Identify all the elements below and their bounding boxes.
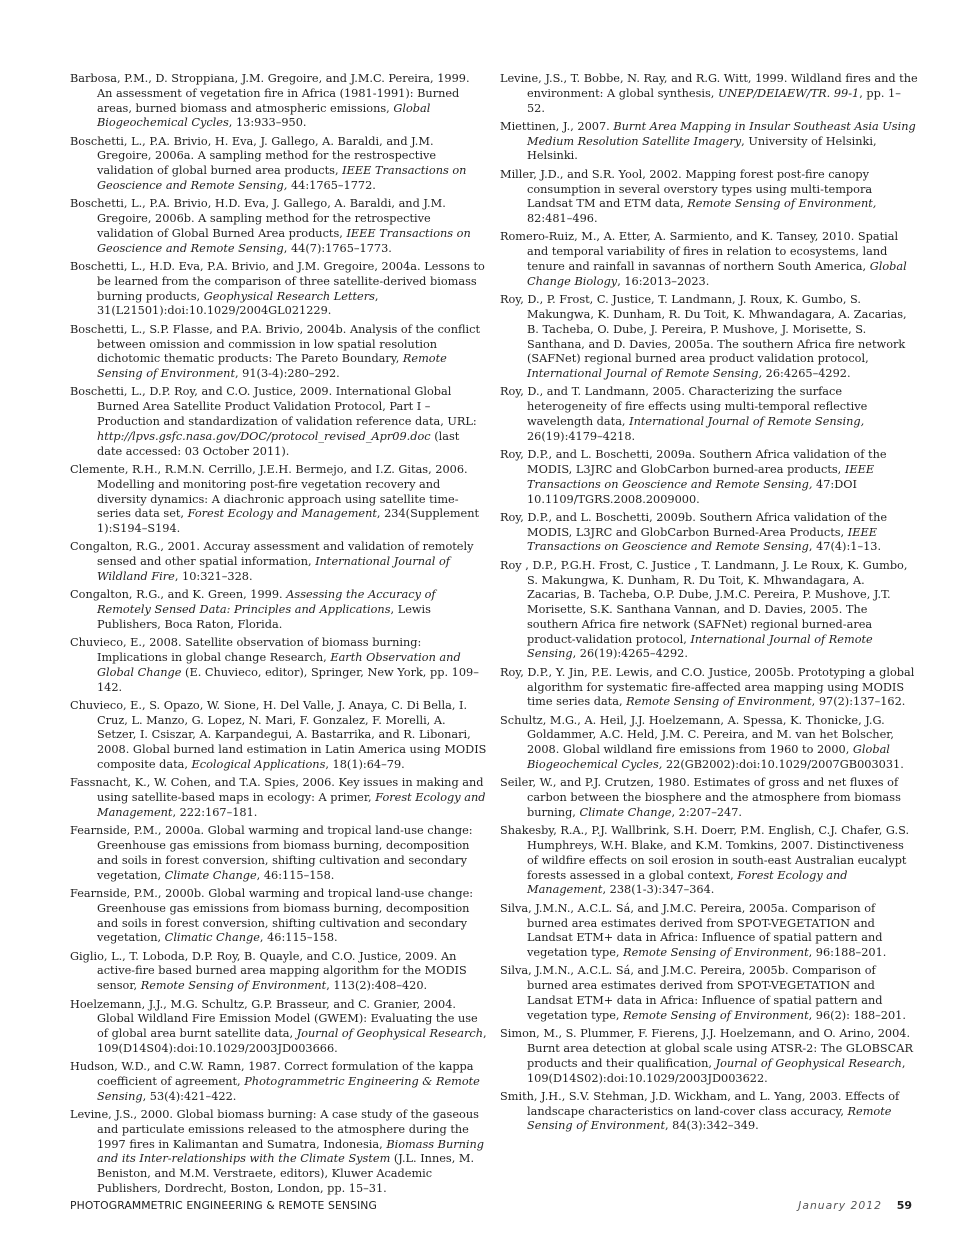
reference-text: , 26(19):4265–4292. bbox=[572, 647, 688, 661]
reference-text: Fearnside, P.M., 2000a. Global warming and tropical land-use change: Greenhouse gas emissions from biomass burning, decomposition and soils in forest conversion, shifting cultivation and secondary vegetation, bbox=[70, 824, 473, 882]
reference-text: , 238(1-3):347–364. bbox=[602, 883, 715, 897]
reference-source: Climate Change bbox=[164, 868, 257, 882]
reference-entry bbox=[70, 72, 488, 131]
reference-text: Boschetti, L., H.D. Eva, P.A. Brivio, and J.M. Gregoire, 2004a. Lessons to be learned from the comparison of three satellite-derived biomass burning products, bbox=[70, 260, 485, 303]
reference-text: , 46:115–158. bbox=[256, 868, 335, 882]
reference-text: , 96:188–201. bbox=[808, 946, 887, 960]
reference-entry bbox=[500, 714, 918, 773]
reference-source: International Journal of Remote Sensing, bbox=[527, 367, 763, 381]
reference-source: International Journal of Wildland Fire bbox=[97, 555, 450, 583]
reference-source: International Journal of Remote Sensing, bbox=[629, 415, 865, 429]
reference-text: Miettinen, J., 2007. bbox=[500, 119, 614, 133]
reference-entry bbox=[500, 168, 918, 227]
reference-text: , 96(2): 188–201. bbox=[808, 1008, 906, 1022]
reference-text: Boschetti, L., D.P. Roy, and C.O. Justice, 2009. International Global Burned Area Satellite Product Validation Protocol, Part I – Production and standardization of validation reference data, URL: bbox=[70, 385, 477, 429]
reference-entry bbox=[70, 1108, 488, 1197]
reference-text: Hoelzemann, J.J., M.G. Schultz, G.P. Brasseur, and C. Granier, 2004. Global Wildland Fire Emission Model (GWEM): Evaluating the use of global area burnt satellite data, bbox=[70, 997, 478, 1041]
reference-text: (E. Chuvieco, editor), Springer, New York, pp. 109–142. bbox=[97, 665, 479, 694]
reference-text: , 10:321–328. bbox=[174, 570, 253, 583]
reference-text: , 109(D14S02):doi:10.1029/2003JD003622. bbox=[527, 1056, 906, 1085]
reference-entry bbox=[70, 463, 488, 537]
reference-text: Silva, J.M.N., A.C.L. Sá, and J.M.C. Pereira, 2005b. Comparison of burned area estimates derived from SPOT-VEGETATION and Landsat ETM+ data in Africa: Influence of spatial pattern and vegetation type, bbox=[500, 964, 883, 1022]
reference-text: Roy , D.P., P.G.H. Frost, C. Justice , T. Landmann, J. Le Roux, K. Gumbo, S. Makungwa, K. Dunham, R. Du Toit, K. Mhwandagara, A. Zacarias, B. Tacheba, O.P. Dube, J.M.C. Pereira, P. Mushove, J.T. Morisette, S.K. Santhana Vannan, and D. Davies, 2005. The southern Africa fire network (SAFNet) regional burned-area product-validation protocol, bbox=[500, 558, 908, 646]
reference-text: , 222:167–181. bbox=[172, 805, 258, 819]
reference-text: 26(19):4179–4218. bbox=[527, 429, 636, 443]
reference-source: Remote Sensing of Environment bbox=[626, 695, 812, 709]
reference-source: Burnt Area Mapping in Insular Southeast Asia Using Medium Resolution Satellite Imagery bbox=[527, 119, 916, 148]
reference-text: , 84(3):342–349. bbox=[665, 1119, 759, 1133]
reference-entry bbox=[500, 230, 918, 289]
reference-text: , 234(Supplement 1):S194–S194. bbox=[97, 507, 480, 536]
reference-text: Shakesby, R.A., P.J. Wallbrink, S.H. Doerr, P.M. English, C.J. Chafer, G.S. Humphreys, W.H. Blake, and K.M. Tomkins, 2007. Distinctiveness of wildfire effects on soil erosion in south-east Australian eucalypt forests assessed in a global context, bbox=[500, 824, 910, 882]
reference-text: (J.L. Innes, M. Beniston, and M.M. Verstraete, editors), Kluwer Academic Publishers, Dordrecht, Boston, London, pp. 15–31. bbox=[97, 1152, 475, 1196]
reference-text: , 18(1):64–79. bbox=[325, 758, 405, 772]
reference-text: Roy, D.P., Y. Jin, P.E. Lewis, and C.O. Justice, 2005b. Prototyping a global algorithm for systematic fire-affected area mapping using MODIS time series data, bbox=[500, 665, 915, 709]
reference-entry bbox=[70, 998, 488, 1057]
reference-text: , 91(3-4):280–292. bbox=[235, 367, 340, 381]
reference-entry bbox=[70, 699, 488, 773]
reference-text: , University of Helsinki, Helsinki. bbox=[527, 134, 877, 163]
reference-source: Forest Ecology and Management bbox=[187, 507, 377, 521]
reference-source: Global Change Biology bbox=[527, 260, 907, 288]
reference-text: Roy, D., and T. Landmann, 2005. Characterizing the surface heterogeneity of fire effects using multi-temporal reflective wavelength data, bbox=[500, 385, 868, 429]
reference-entry bbox=[70, 1060, 488, 1104]
reference-text: Hudson, W.D., and C.W. Ramn, 1987. Correct formulation of the kappa coefficient of agreement, bbox=[70, 1060, 474, 1088]
reference-source: Forest Ecology and Management bbox=[97, 791, 486, 819]
reference-entry bbox=[70, 776, 488, 820]
reference-text: Romero-Ruiz, M., A. Etter, A. Sarmiento, and K. Tansey, 2010. Spatial and temporal variability of fires in relation to ecosystems, land tenure and rainfall in savannas of northern South America, bbox=[500, 230, 899, 274]
reference-source: http://lpvs.gsfc.nasa.gov/DOC/protocol_revised_Apr09.doc bbox=[97, 429, 431, 443]
reference-source: Earth Observation and Global Change bbox=[97, 650, 461, 679]
footer-page-number: 59 bbox=[896, 1199, 912, 1212]
reference-entry bbox=[500, 824, 918, 898]
reference-entry bbox=[500, 902, 918, 961]
reference-entry bbox=[500, 385, 918, 444]
reference-source: Biomass Burning and its Inter-relationships with the Climate System bbox=[97, 1137, 485, 1166]
reference-text: , 113(2):408–420. bbox=[326, 979, 428, 993]
references-right-column bbox=[500, 72, 918, 1138]
reference-text: Schultz, M.G., A. Heil, J.J. Hoelzemann, A. Spessa, K. Thonicke, J.G. Goldammer, A.C. Held, J.M. C. Pereira, and M. van het Bolscher, 2008. Global wildland fire emissions from 1960 to 2000, bbox=[500, 713, 895, 757]
reference-text: Levine, J.S., 2000. Global biomass burning: A case study of the gaseous and particulate emissions released to the atmosphere during the 1997 fires in Kalimantan and Sumatra, Indonesia, bbox=[70, 1108, 479, 1151]
reference-source: Remote Sensing of Environment bbox=[140, 979, 327, 993]
reference-text: , 13:933–950. bbox=[228, 116, 307, 130]
reference-source: Ecological Applications bbox=[191, 758, 326, 772]
reference-source: Forest Ecology and Management bbox=[527, 868, 848, 897]
reference-text: , Lewis Publishers, Boca Raton, Florida. bbox=[97, 603, 431, 631]
reference-entry bbox=[500, 511, 918, 555]
reference-text: , 46:115–158. bbox=[259, 931, 338, 945]
reference-entry bbox=[70, 197, 488, 256]
reference-text: , 44(7):1765–1773. bbox=[283, 241, 392, 255]
reference-source: Remote Sensing of Environment bbox=[623, 1008, 809, 1022]
reference-text: Chuvieco, E., S. Opazo, W. Sione, H. Del Valle, J. Anaya, C. Di Bella, I. Cruz, L. Manzo, G. Lopez, N. Mari, F. Gonzalez, F. Morelli, A. Setzer, I. Csiszar, A. Karpandegui, A. Bastarrika, and R. Libonari, 2008. Global burned land estimation in Latin America using MODIS composite data, bbox=[70, 698, 487, 772]
reference-text: 47:DOI 10.1109/TGRS.2008.2009000. bbox=[527, 477, 858, 506]
reference-text: Barbosa, P.M., D. Stroppiana, J.M. Gregoire, and J.M.C. Pereira, 1999. An assessment of vegetation fire in Africa (1981-1991): Burned areas, burned biomass and atmospheric emissions, bbox=[70, 72, 470, 115]
reference-entry bbox=[500, 666, 918, 710]
reference-entry bbox=[70, 323, 488, 382]
reference-text: Seiler, W., and P.J. Crutzen, 1980. Estimates of gross and net fluxes of carbon between the biosphere and the atmosphere from biomass burning, bbox=[500, 776, 901, 819]
page-footer bbox=[70, 1199, 912, 1215]
reference-text: Silva, J.M.N., A.C.L. Sá, and J.M.C. Pereira, 2005a. Comparison of burned area estimates derived from SPOT-VEGETATION and Landsat ETM+ data in Africa: Influence of spatial pattern and vegetation type, bbox=[500, 901, 883, 960]
reference-text: 26:4265–4292. bbox=[762, 367, 851, 381]
reference-entry bbox=[500, 559, 918, 663]
reference-entry bbox=[70, 135, 488, 194]
reference-text: (last date accessed: 03 October 2011). bbox=[97, 429, 460, 458]
footer-journal-name: PHOTOGRAMMETRIC ENGINEERING & REMOTE SENSING bbox=[70, 1199, 377, 1212]
reference-text: 22(GB2002):doi:10.1029/2007GB003031. bbox=[662, 758, 904, 772]
reference-entry bbox=[500, 120, 918, 164]
reference-entry bbox=[500, 448, 918, 507]
reference-entry bbox=[500, 293, 918, 382]
reference-source: Assessing the Accuracy of Remotely Sensed Data: Principles and Applications bbox=[97, 588, 436, 617]
reference-text: Congalton, R.G., 2001. Accuray assessment and validation of remotely sensed and other spatial information, bbox=[70, 540, 474, 569]
reference-text: Giglio, L., T. Loboda, D.P. Roy, B. Quayle, and C.O. Justice, 2009. An active-fire based burned area mapping algorithm for the MODIS sensor, bbox=[70, 949, 467, 993]
reference-source: IEEE Transactions on Geoscience and Remote Sensing, bbox=[97, 164, 467, 193]
reference-text: , 31(L21501):doi:10.1029/2004GL021229. bbox=[97, 289, 379, 318]
reference-entry bbox=[70, 540, 488, 584]
reference-entry bbox=[500, 776, 918, 820]
reference-text: Chuvieco, E., 2008. Satellite observation of biomass burning: Implications in global change Research, bbox=[70, 636, 422, 664]
reference-source: Journal of Geophysical Research bbox=[296, 1027, 483, 1041]
reference-text: Fassnacht, K., W. Cohen, and T.A. Spies, 2006. Key issues in making and using satellite-based maps in ecology: A primer, bbox=[70, 776, 484, 805]
reference-source: IEEE Transactions on Geoscience and Remote Sensing bbox=[97, 226, 471, 255]
reference-source: Remote Sensing of Environment bbox=[527, 1104, 892, 1133]
reference-entry bbox=[500, 1090, 918, 1134]
reference-text: , 97(2):137–162. bbox=[811, 695, 906, 709]
reference-text: Fearnside, P.M., 2000b. Global warming and tropical land-use change: Greenhouse gas emissions from biomass burning, decomposition and soils in forest conversion, shifting cultivation and secondary vegetation, bbox=[70, 886, 474, 945]
reference-source: Photogrammetric Engineering & Remote Sensing bbox=[97, 1075, 480, 1103]
reference-source: Remote Sensing of Environment bbox=[97, 352, 447, 381]
reference-source: Global Biogeochemical Cycles bbox=[97, 101, 431, 130]
reference-text: Clemente, R.H., R.M.N. Cerrillo, J.E.H. Bermejo, and I.Z. Gitas, 2006. Modelling and monitoring post-fire vegetation recovery and diversity dynamics: A diachronic approach using satellite time-series data set, bbox=[70, 462, 468, 521]
reference-text: , 47(4):1–13. bbox=[808, 540, 882, 554]
reference-text: 82:481–496. bbox=[527, 212, 598, 226]
reference-entry bbox=[500, 72, 918, 116]
reference-text: Boschetti, L., P.A. Brivio, H.D. Eva, J. Gallego, A. Baraldi, and J.M. Gregoire, 2006b. A sampling method for the retrospective validation of Global Burned Area products, bbox=[70, 197, 446, 240]
reference-text: , 16:2013–2023. bbox=[617, 274, 710, 288]
reference-text: Roy, D.P., and L. Boschetti, 2009b. Southern Africa validation of the MODIS, L3JRC and GlobCarbon Burned-Area Products, bbox=[500, 510, 888, 539]
reference-text: Levine, J.S., T. Bobbe, N. Ray, and R.G. Witt, 1999. Wildland fires and the environment: A global synthesis, bbox=[500, 72, 918, 100]
reference-text: Smith, J.H., S.V. Stehman, J.D. Wickham, and L. Yang, 2003. Effects of landscape characteristics on land-cover class accuracy, bbox=[500, 1089, 900, 1118]
reference-source: Climate Change bbox=[579, 805, 672, 819]
reference-text: 44:1765–1772. bbox=[287, 179, 376, 193]
reference-source: IEEE Transactions on Geoscience and Remote Sensing bbox=[527, 525, 877, 554]
reference-entry bbox=[70, 887, 488, 946]
reference-text: , pp. 1–52. bbox=[527, 86, 901, 115]
reference-entry bbox=[70, 385, 488, 459]
reference-entry bbox=[500, 1027, 918, 1086]
reference-entry bbox=[70, 636, 488, 695]
reference-entry bbox=[70, 588, 488, 632]
reference-source: UNEP/DEIAEW/TR. 99-1 bbox=[717, 86, 860, 100]
reference-source: Journal of Geophysical Research bbox=[715, 1056, 902, 1070]
reference-text: Simon, M., S. Plummer, F. Fierens, J.J. Hoelzemann, and O. Arino, 2004. Burnt area detection at global scale using ATSR-2: The GLOBSCAR products and their qualification, bbox=[500, 1027, 913, 1070]
reference-text: Congalton, R.G., and K. Green, 1999. bbox=[70, 588, 287, 602]
references-left-column bbox=[70, 72, 488, 1200]
reference-entry bbox=[70, 824, 488, 883]
reference-text: Roy, D., P. Frost, C. Justice, T. Landmann, J. Roux, K. Gumbo, S. Makungwa, K. Dunham, R. Du Toit, K. Mhwandagara, A. Zacarias, B. Tacheba, O. Dube, J. Pereira, P. Mushove, J. Morisette, S. Santhana, and D. Davies, 2005a. The southern Africa fire network (SAFNet) regional burned area product validation protocol, bbox=[500, 293, 907, 366]
reference-source: International Journal of Remote Sensing bbox=[527, 632, 873, 661]
reference-entry bbox=[70, 260, 488, 319]
reference-source: IEEE Transactions on Geoscience and Remote Sensing, bbox=[527, 462, 875, 491]
reference-source: Remote Sensing of Environment, bbox=[687, 197, 877, 211]
reference-entry bbox=[500, 964, 918, 1023]
reference-text: , 53(4):421–422. bbox=[142, 1089, 237, 1103]
reference-source: Remote Sensing of Environment bbox=[623, 946, 809, 960]
reference-entry bbox=[70, 950, 488, 994]
reference-text: Boschetti, L., P.A. Brivio, H. Eva, J. Gallego, A. Baraldi, and J.M. Gregoire, 2006a. A sampling method for the restrospective validation of global burned area products, bbox=[70, 134, 437, 178]
reference-text: Miller, J.D., and S.R. Yool, 2002. Mapping forest post-fire canopy consumption in several overstory types using multi-tempora Landsat TM and ETM data, bbox=[500, 167, 873, 211]
reference-text: , 2:207–247. bbox=[671, 805, 743, 819]
reference-source: Global Biogeochemical Cycles, bbox=[527, 743, 890, 772]
reference-text: Roy, D.P., and L. Boschetti, 2009a. Southern Africa validation of the MODIS, L3JRC and GlobCarbon burned-area products, bbox=[500, 448, 887, 476]
reference-text: , 109(D14S04):doi:10.1029/2003JD003666. bbox=[97, 1027, 487, 1055]
footer-issue-date: January 2012 bbox=[798, 1199, 882, 1212]
reference-text: Boschetti, L., S.P. Flasse, and P.A. Brivio, 2004b. Analysis of the conflict between omission and commission in low spatial resolution dichotomic thematic products: The Pareto Boundary, bbox=[70, 322, 480, 366]
reference-source: Climatic Change bbox=[164, 931, 260, 945]
reference-source: Geophysical Research Letters bbox=[203, 289, 375, 303]
